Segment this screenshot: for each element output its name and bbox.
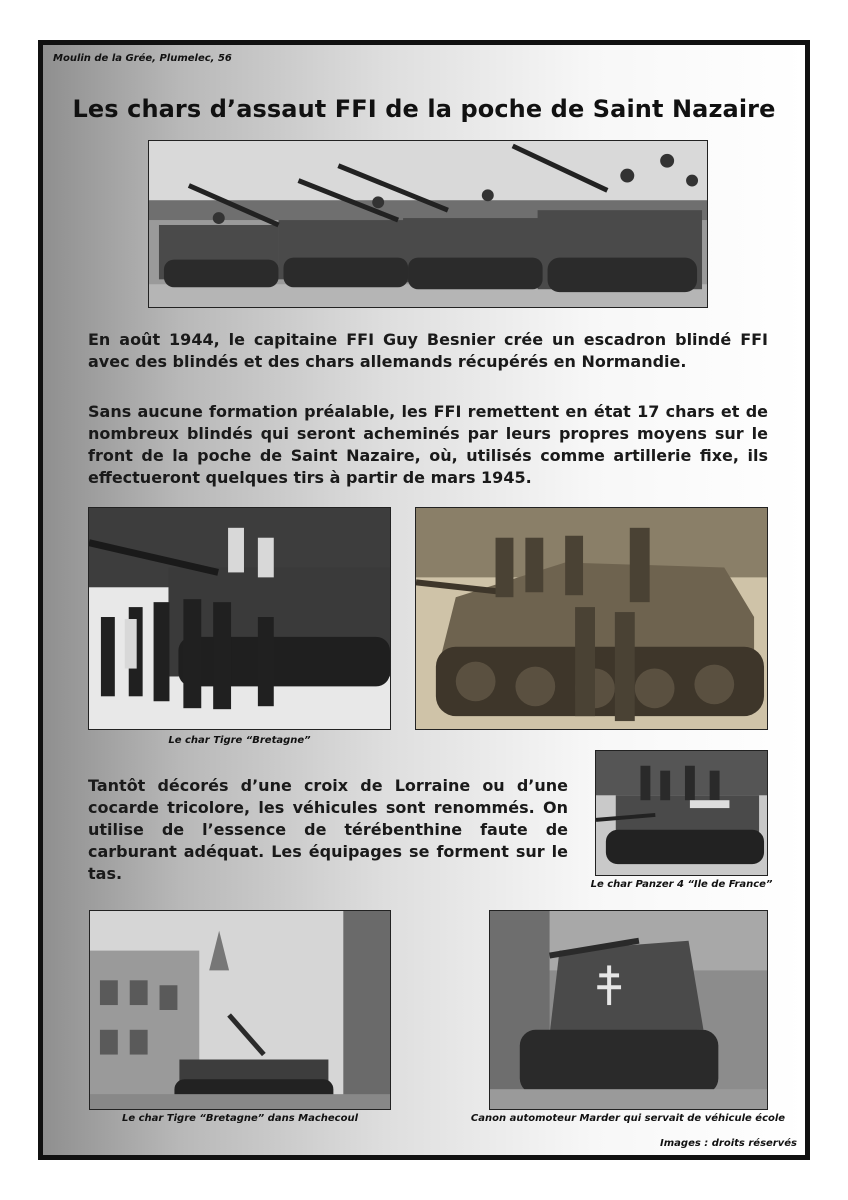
caption-marder: Canon automoteur Marder qui servait de véhicule école xyxy=(470,1113,786,1124)
location-note: Moulin de la Grée, Plumelec, 56 xyxy=(53,53,232,64)
poster-frame xyxy=(38,40,810,1160)
photo-tank-row xyxy=(148,140,708,308)
paragraph-repair: Sans aucune formation préalable, les FFI remettent en état 17 chars et de nombreux blindés qui seront acheminés par leurs propres moyens sur le front de la poche de Saint Nazaire, où, utilisés comme artillerie fixe, ils effectueront quelques tirs à partir de mars 1945. xyxy=(88,402,768,487)
image-credits: Images : droits réservés xyxy=(660,1138,797,1149)
photo-marder xyxy=(489,910,768,1110)
photo-crew-on-tank xyxy=(415,507,768,730)
caption-panzer4: Le char Panzer 4 “Ile de France” xyxy=(590,879,773,890)
photo-tigre-bretagne xyxy=(88,507,391,730)
caption-machecoul: Le char Tigre “Bretagne” dans Machecoul xyxy=(121,1113,359,1124)
photo-machecoul xyxy=(89,910,391,1110)
paragraph-intro: En août 1944, le capitaine FFI Guy Besnier crée un escadron blindé FFI avec des blindés et des chars allemands récupérés en Normandie. xyxy=(88,330,768,371)
photo-panzer4 xyxy=(595,750,768,876)
caption-tigre: Le char Tigre “Bretagne” xyxy=(168,735,311,746)
paragraph-decoration: Tantôt décorés d’une croix de Lorraine ou d’une cocarde tricolore, les véhicules sont renommés. On utilise de l’essence de térébenthine faute de carburant adéquat. Les équipages se forment sur le tas. xyxy=(88,776,568,883)
page-title: Les chars d’assaut FFI de la poche de Saint Nazaire xyxy=(72,95,776,123)
